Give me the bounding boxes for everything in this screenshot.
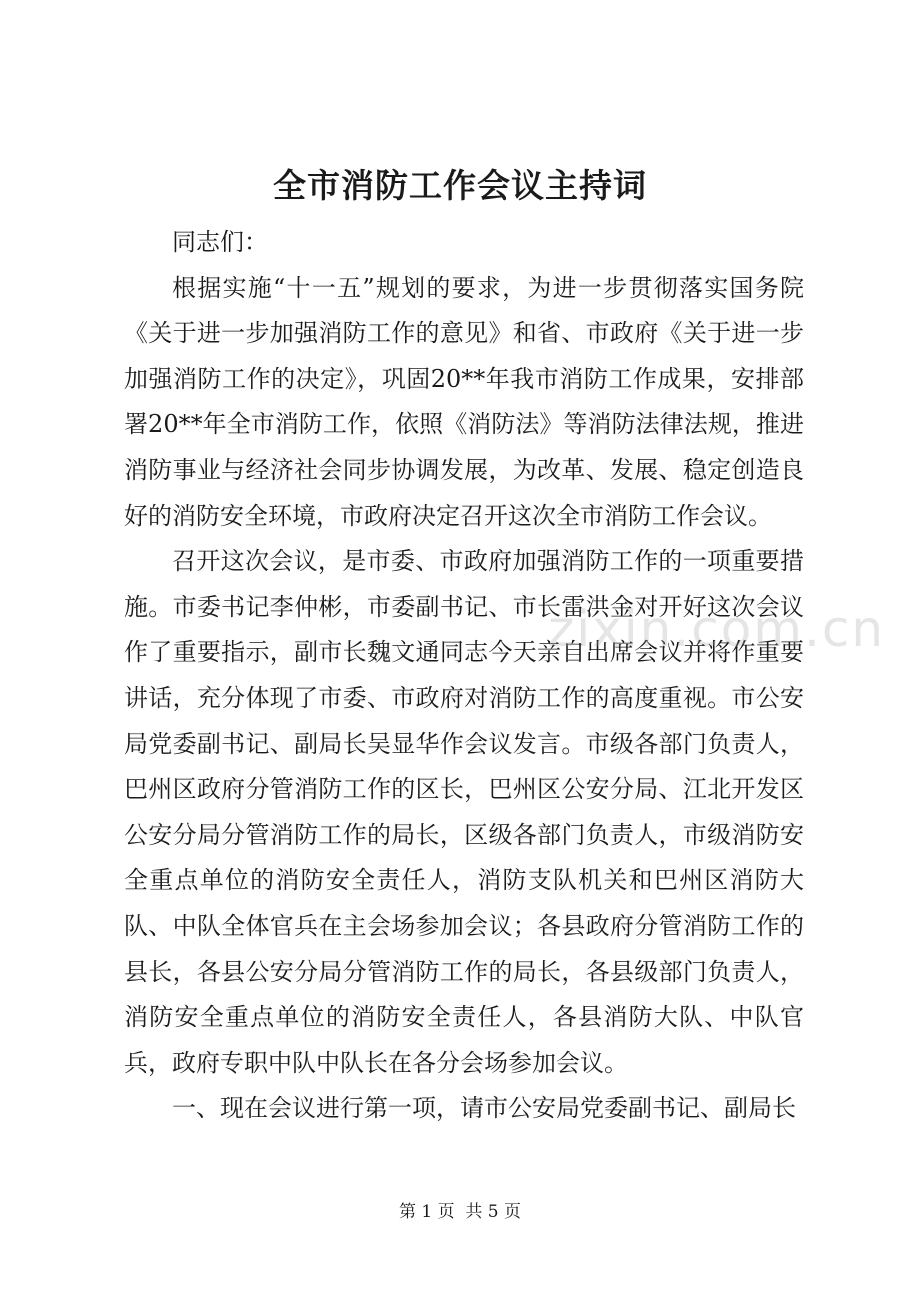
watermark: zixin.com.cn	[548, 600, 886, 658]
paragraph-2: 召开这次会议，是市委、市政府加强消防工作的一项重要措施。市委书记李仲彬，市委副书记、市长雷洪金对开好这次会议作了重要指示，副市长魏文通同志今天亲自出席会议并将作重要讲话，充分体现了市委、市政府对消防工作的高度重视。市公安局党委副书记、副局长吴显华作会议发言。市级各部门负责人，巴州区政府分管消防工作的区长，巴州区公安分局、江北开发区公安分局分管消防工作的局长，区级各部门负责人，市级消防安全重点单位的消防安全责任人，消防支队机关和巴州区消防大队、中队全体官兵在主会场参加会议；各县政府分管消防工作的县长，各县公安分局分管消防工作的局长，各县级部门负责人，消防安全重点单位的消防安全责任人，各县消防大队、中队官兵，政府专职中队中队长在各分会场参加会议。	[124, 547, 804, 1077]
paragraph-3: 一、现在会议进行第一项，请市公安局党委副书记、副局长	[172, 1094, 796, 1123]
document-body	[124, 220, 804, 1132]
salutation: 同志们：	[172, 228, 268, 256]
page-footer	[0, 1200, 920, 1224]
page-number-label: 第 1 页 共 5 页	[398, 1202, 522, 1222]
document-title: 全市消防工作会议主持词	[273, 166, 647, 205]
paragraph-1: 根据实施“十一五”规划的要求，为进一步贯彻落实国务院《关于进一步加强消防工作的意见》和省、市政府《关于进一步加强消防工作的决定》，巩固20**年我市消防工作成果，安排部署20**年全市消防工作，依照《消防法》等消防法律法规，推进消防事业与经济社会同步协调发展，为改革、发展、稳定创造良好的消防安全环境，市政府决定召开这次全市消防工作会议。	[124, 273, 804, 530]
